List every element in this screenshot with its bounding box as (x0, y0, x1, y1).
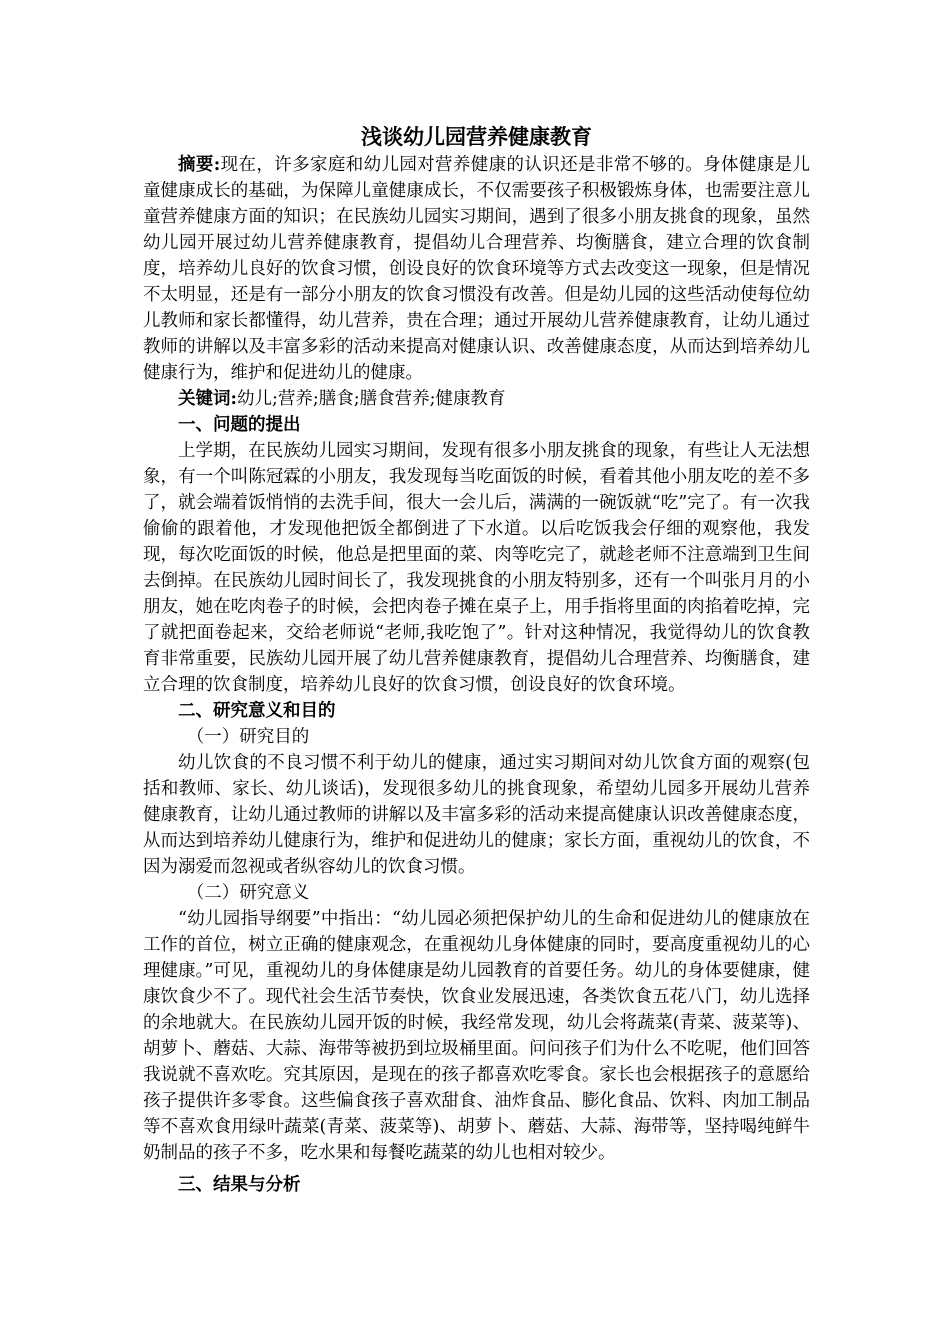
section-2-heading: 二、研究意义和目的 (178, 701, 336, 721)
section-1-paragraph: 上学期，在民族幼儿园实习期间，发现有很多小朋友挑食的现象，有些让人无法想象，有一个叫陈冠霖的小朋友，我发现每当吃面饭的时候，看着其他小朋友吃的差不多了，就会端着饭悄悄的去洗手间，很大一会儿后，满满的一碗饭就“吃”完了。有一次我偷偷的跟着他，才发现他把饭全都倒进了下水道。以后吃饭我会仔细的观察他，我发现，每次吃面饭的时候，他总是把里面的菜、肉等吃完了，就趁老师不注意端到卫生间去倒掉。在民族幼儿园时间长了，我发现挑食的小朋友特别多，还有一个叫张月月的小朋友，她在吃肉卷子的时候，会把肉卷子摊在桌子上，用手指将里面的肉掐着吃掉，完了就把面卷起来，交给老师说“老师,我吃饱了”。针对这种情况，我觉得幼儿的饮食教育非常重要，民族幼儿园开展了幼儿营养健康教育，提倡幼儿合理营养、均衡膳食，建立合理的饮食制度，培养幼儿良好的饮食习惯，创设良好的饮食环境。 (143, 441, 810, 695)
abstract-text: 现在，许多家庭和幼儿园对营养健康的认识还是非常不够的。身体健康是儿童健康成长的基础，为保障儿童健康成长，不仅需要孩子积极锻炼身体，也需要注意儿童营养健康方面的知识；在民族幼儿园实习期间，遇到了很多小朋友挑食的现象，虽然幼儿园开展过幼儿营养健康教育，提倡幼儿合理营养、均衡膳食，建立合理的饮食制度，培养幼儿良好的饮食习惯，创设良好的饮食环境等方式去改变这一现象，但是情况不太明显，还是有一部分小朋友的饮食习惯没有改善。但是幼儿园的这些活动使每位幼儿教师和家长都懂得，幼儿营养，贵在合理；通过开展幼儿营养健康教育，让幼儿通过教师的讲解以及丰富多彩的活动来提高对健康认识、改善健康态度，从而达到培养幼儿健康行为，维护和促进幼儿的健康。 (143, 155, 811, 383)
abstract-paragraph (143, 152, 810, 386)
section-1-heading: 一、问题的提出 (178, 415, 301, 435)
section-2-1-paragraph: 幼儿饮食的不良习惯不利于幼儿的健康，通过实习期间对幼儿饮食方面的观察(包括和教师、家长、幼儿谈话)，发现很多幼儿的挑食现象，希望幼儿园多开展幼儿营养健康教育，让幼儿通过教师的讲解以及丰富多彩的活动来提高健康认识改善健康态度，从而达到培养幼儿健康行为，维护和促进幼儿的健康；家长方面，重视幼儿的饮食，不因为溺爱而忽视或者纵容幼儿的饮食习惯。 (143, 753, 810, 877)
section-2-2-heading: （二）研究意义 (186, 883, 310, 903)
keywords-label: 关键词: (178, 389, 237, 409)
abstract-label: 摘要: (178, 155, 221, 175)
section-2-2-paragraph: “幼儿园指导纲要”中指出：“幼儿园必须把保护幼儿的生命和促进幼儿的健康放在工作的首位，树立正确的健康观念，在重视幼儿身体健康的同时，要高度重视幼儿的心理健康。”可见，重视幼儿的身体健康是幼儿园教育的首要任务。幼儿的身体要健康，健康饮食少不了。现代社会生活节奏快，饮食业发展迅速，各类饮食五花八门，幼儿选择的余地就大。在民族幼儿园开饭的时候，我经常发现，幼儿会将蔬菜(青菜、菠菜等)、胡萝卜、蘑菇、大蒜、海带等被扔到垃圾桶里面。问问孩子们为什么不吃呢，他们回答我说就不喜欢吃。究其原因，是现在的孩子都喜欢吃零食。家长也会根据孩子的意愿给孩子提供许多零食。这些偏食孩子喜欢甜食、油炸食品、膨化食品、饮料、肉加工制品等不喜欢食用绿叶蔬菜(青菜、菠菜等)、胡萝卜、蘑菇、大蒜、海带等，坚持喝纯鲜牛奶制品的孩子不多，吃水果和每餐吃蔬菜的幼儿也相对较少。 (143, 909, 810, 1163)
keywords-paragraph (143, 386, 810, 412)
section-2-1-heading: （一）研究目的 (186, 727, 310, 747)
document-title: 浅谈幼儿园营养健康教育 (361, 124, 592, 149)
keywords-text: 幼儿;营养;膳食;膳食营养;健康教育 (236, 389, 506, 409)
section-3-heading: 三、结果与分析 (178, 1175, 301, 1195)
